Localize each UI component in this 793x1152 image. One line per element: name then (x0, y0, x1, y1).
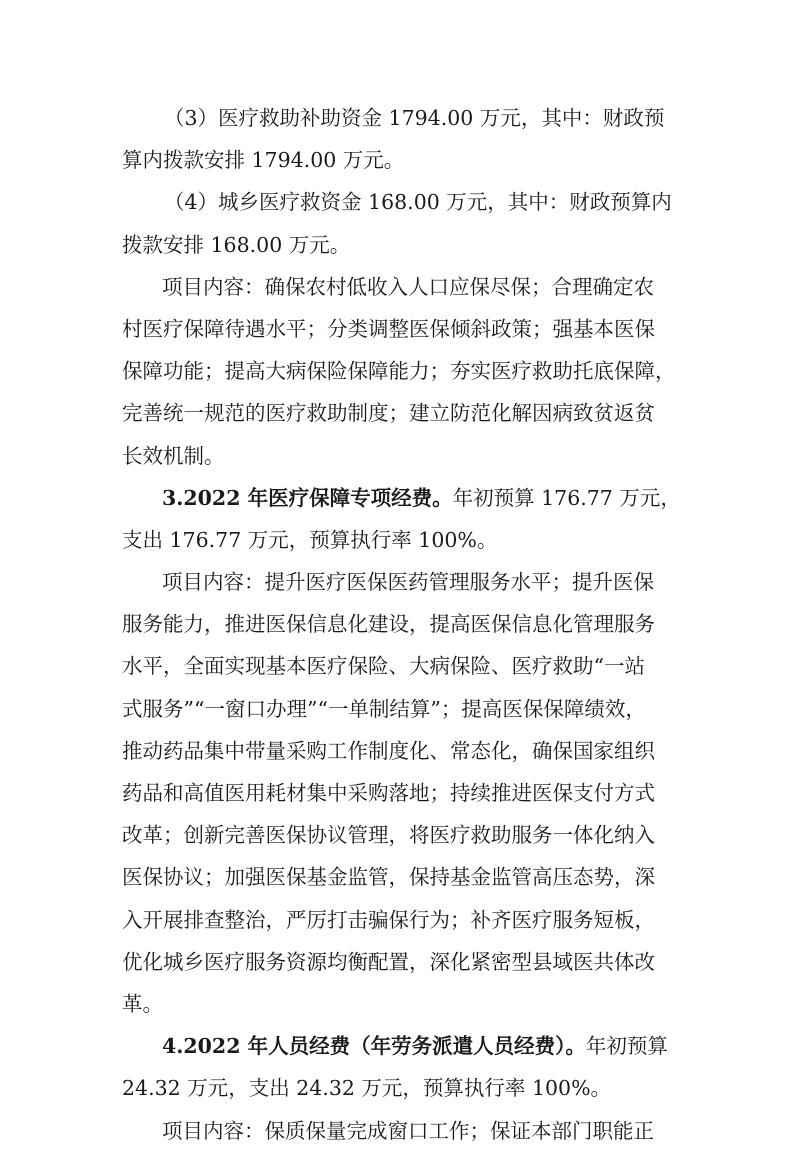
paragraph-project-content-2 (122, 561, 680, 1025)
section-medical-security-fund (122, 477, 680, 561)
text-line: 村医疗保障待遇水平；分类调整医保倾斜政策；强基本医保 (122, 316, 655, 341)
document-page (122, 97, 680, 1152)
text-line: 24.32 万元，支出 24.32 万元，预算执行率 100%。 (122, 1076, 612, 1101)
section-personnel-fund (122, 1025, 680, 1109)
text-line: 支出 176.77 万元，预算执行率 100%。 (122, 527, 498, 552)
paragraph-urban-rural-aid (122, 181, 680, 265)
section-heading: 4.2022 年人员经费（年劳务派遣人员经费）。 (162, 1034, 586, 1059)
text-line: 算内拨款安排 1794.00 万元。 (122, 148, 405, 173)
text-line: 药品和高值医用耗材集中采购落地；持续推进医保支付方式 (122, 781, 655, 805)
text-line: 项目内容：提升医疗医保医药管理服务水平；提升医保 (162, 570, 654, 595)
text-line: 保障功能；提高大病保险保障能力；夯实医疗救助托底保障， (122, 359, 676, 384)
text-line: （3）医疗救助补助资金 1794.00 万元，其中：财政预 (164, 106, 665, 130)
paragraph-medical-aid-subsidy (122, 97, 680, 181)
paragraph-project-content-1 (122, 266, 680, 477)
text-line: 项目内容：确保农村低收入人口应保尽保；合理确定农 (162, 274, 654, 299)
text-line: 优化城乡医疗服务资源均衡配置，深化紧密型县域医共体改 (122, 949, 655, 974)
text-line: （4）城乡医疗救资金 168.00 万元，其中：财政预算内 (164, 190, 672, 215)
paragraph-project-content-3 (122, 1110, 680, 1152)
text-line: 服务能力，推进医保信息化建设，提高医保信息化管理服务 (122, 612, 655, 637)
text-line: 革。 (122, 991, 163, 1016)
text-line: 完善统一规范的医疗救助制度；建立防范化解因病致贫返贫 (122, 401, 655, 426)
text-line: 推动药品集中带量采购工作制度化、常态化，确保国家组织 (122, 738, 655, 763)
text-line (122, 477, 680, 519)
text-line: 项目内容：保质保量完成窗口工作；保证本部门职能正 (162, 1118, 654, 1143)
text-span: 年初预算 (585, 1034, 668, 1059)
text-line: 水平，全面实现基本医疗保险、大病保险、医疗救助“一站 (122, 654, 645, 679)
text-line: 入开展排查整治，严厉打击骗保行为；补齐医疗服务短板， (122, 907, 655, 932)
text-line (122, 1025, 680, 1067)
text-line: 式服务”“一窗口办理”“一单制结算”；提高医保保障绩效， (122, 696, 646, 721)
text-line: 改革；创新完善医保协议管理，将医疗救助服务一体化纳入 (122, 823, 655, 848)
text-line: 医保协议；加强医保基金监管，保持基金监管高压态势，深 (122, 865, 655, 890)
text-span: 年初预算 176.77 万元， (452, 485, 681, 510)
section-heading: 3.2022 年医疗保障专项经费。 (162, 485, 453, 510)
text-line: 拨款安排 168.00 万元。 (122, 232, 351, 257)
text-line: 长效机制。 (122, 443, 225, 468)
